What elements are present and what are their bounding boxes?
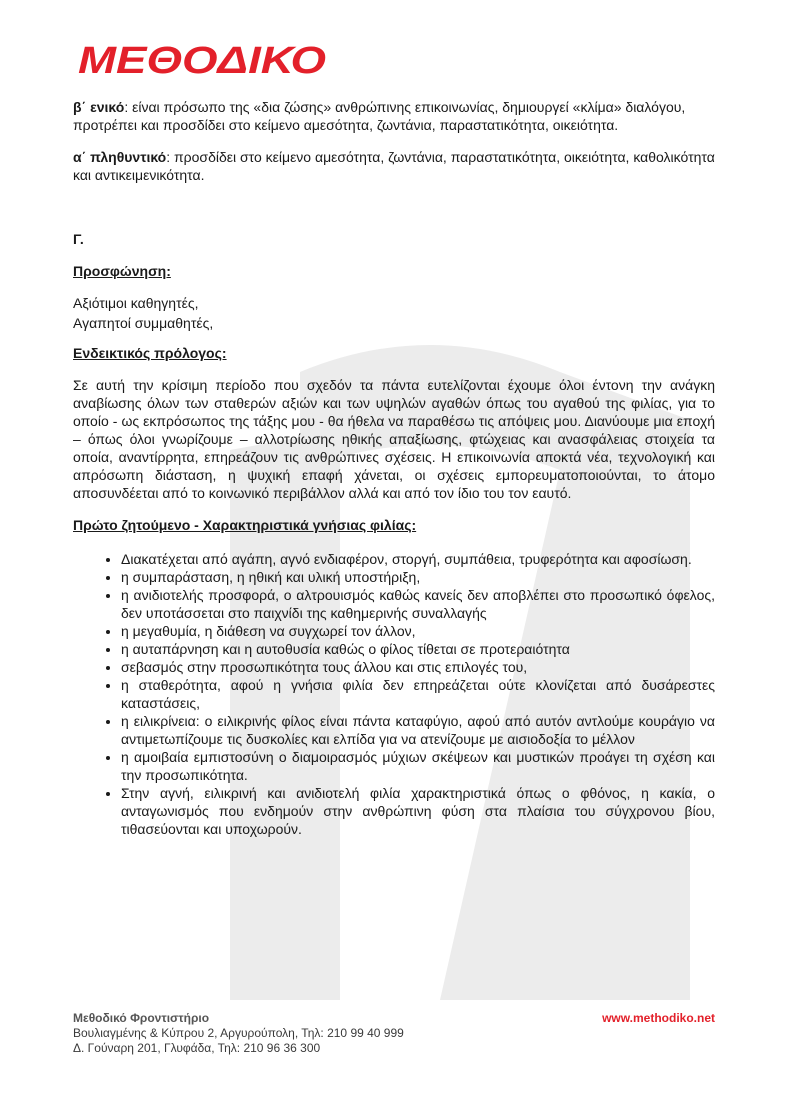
- plural-label: α΄ πληθυντικό: [73, 149, 167, 165]
- plural-paragraph: [73, 148, 715, 184]
- list-item: • η συμπαράσταση, η ηθική και υλική υποστήριξη,: [121, 568, 715, 586]
- footer-company-name: Μεθοδικό Φροντιστήριο: [73, 1011, 210, 1025]
- address-heading: Προσφώνηση:: [73, 263, 171, 279]
- list-item: • η ειλικρίνεια: ο ειλικρινής φίλος είναι πάντα καταφύγιο, αφού από αυτόν αντλούμε κουράγιο να αντιμετωπίζουμε τις δυσκολίες και ελπίδα για να ατενίζουμε με αισιοδοξία το μέλλον: [121, 712, 715, 748]
- footer-website-link[interactable]: www.methodiko.net: [602, 1011, 715, 1025]
- greeting-classmates: Αγαπητοί συμμαθητές,: [73, 315, 214, 331]
- list-item: • η σταθερότητα, αφού η γνήσια φιλία δεν επηρεάζεται ούτε κλονίζεται από δυσάρεστες καταστάσεις,: [121, 676, 715, 712]
- prologue-heading: Ενδεικτικός πρόλογος:: [73, 345, 227, 361]
- footer-address-glyfada: Δ. Γούναρη 201, Γλυφάδα, Τηλ: 210 96 36 300: [73, 1041, 321, 1055]
- singular-paragraph: [73, 98, 715, 134]
- logo-text: ΜΕΘΟΔΙΚΟ: [78, 40, 326, 80]
- footer-address-argyroupoli: Βουλιαγμένης & Κύπρου 2, Αργυρούπολη, Τηλ: 210 99 40 999: [73, 1026, 404, 1040]
- plural-text: : προσδίδει στο κείμενο αμεσότητα, ζωντάνια, παραστατικότητα, οικειότητα, καθολικότητα και αντικειμενικότητα.: [73, 149, 715, 183]
- list-item: • η ανιδιοτελής προσφορά, ο αλτρουισμός καθώς κανείς δεν αποβλέπει στο προσωπικό όφελος, δεν υποτάσσεται στο παιχνίδι της καθημερινής συναλλαγής: [121, 586, 715, 622]
- page-footer: [73, 1011, 715, 1056]
- singular-label: β΄ ενικό: [73, 99, 125, 115]
- singular-text: : είναι πρόσωπο της «δια ζώσης» ανθρώπινης επικοινωνίας, δημιουργεί «κλίμα» διαλόγου, προτρέπει και προσδίδει στο κείμενο αμεσότητα, ζωντάνια, παραστατικότητα, οικειότητα.: [73, 99, 686, 133]
- greeting-teachers: Αξιότιμοι καθηγητές,: [73, 295, 199, 311]
- list-item: • Διακατέχεται από αγάπη, αγνό ενδιαφέρον, στοργή, συμπάθεια, τρυφερότητα και αφοσίωση.: [121, 550, 715, 568]
- list-item: • η μεγαθυμία, η διάθεση να συγχωρεί τον άλλον,: [121, 622, 715, 640]
- list-item: • Στην αγνή, ειλικρινή και ανιδιοτελή φιλία χαρακτηριστικά όπως ο φθόνος, η κακία, ο ανταγωνισμός που ενδημούν στην ανθρώπινη φύση στα πλαίσια του σύγχρονου βίου, τιθασεύονται και υποχωρούν.: [121, 784, 715, 838]
- first-question-heading: Πρώτο ζητούμενο - Χαρακτηριστικά γνήσιας φιλίας:: [73, 517, 417, 533]
- methodiko-logo: [78, 40, 328, 80]
- list-item: • η αυταπάρνηση και η αυτοθυσία καθώς ο φίλος τίθεται σε προτεραιότητα: [121, 640, 715, 658]
- friendship-traits-list: [73, 550, 715, 838]
- list-item: • σεβασμός στην προσωπικότητα τους άλλου και στις επιλογές του,: [121, 658, 715, 676]
- document-content: [73, 98, 715, 838]
- prologue-text: Σε αυτή την κρίσιμη περίοδο που σχεδόν τα πάντα ευτελίζονται έχουμε όλοι έντονη την ανάγκη αναβίωσης όλων των σταθερών αξιών και των υψηλών αγαθών όπως του αγαθού της φιλίας, για το οποίο - ως εκπρόσωπος της τάξης μου - θα ήθελα να παραθέσω τις απόψεις μου. Διανύουμε μια εποχή – όπως όλοι γνωρίζουμε – αλλοτρίωσης ηθικής απαξίωσης, φτώχειας και ανασφάλειας στοιχεία τα οποία, αναντίρρητα, επηρεάζουν τις ανθρώπινες σχέσεις. Η επικοινωνία αποκτά νέα, τεχνολογική και απρόσωπη διάσταση, η ψυχική επαφή χάνεται, οι σχέσεις εμπορευματοποιούνται, το άτομο αποσυνδέεται από το κοινωνικό περιβάλλον αλλά και από τον ίδιο του τον εαυτό.: [73, 377, 715, 501]
- list-item: • η αμοιβαία εμπιστοσύνη ο διαμοιρασμός μύχιων σκέψεων και μυστικών προάγει τη σχέση και την προσωπικότητα.: [121, 748, 715, 784]
- section-letter: Γ.: [73, 231, 84, 247]
